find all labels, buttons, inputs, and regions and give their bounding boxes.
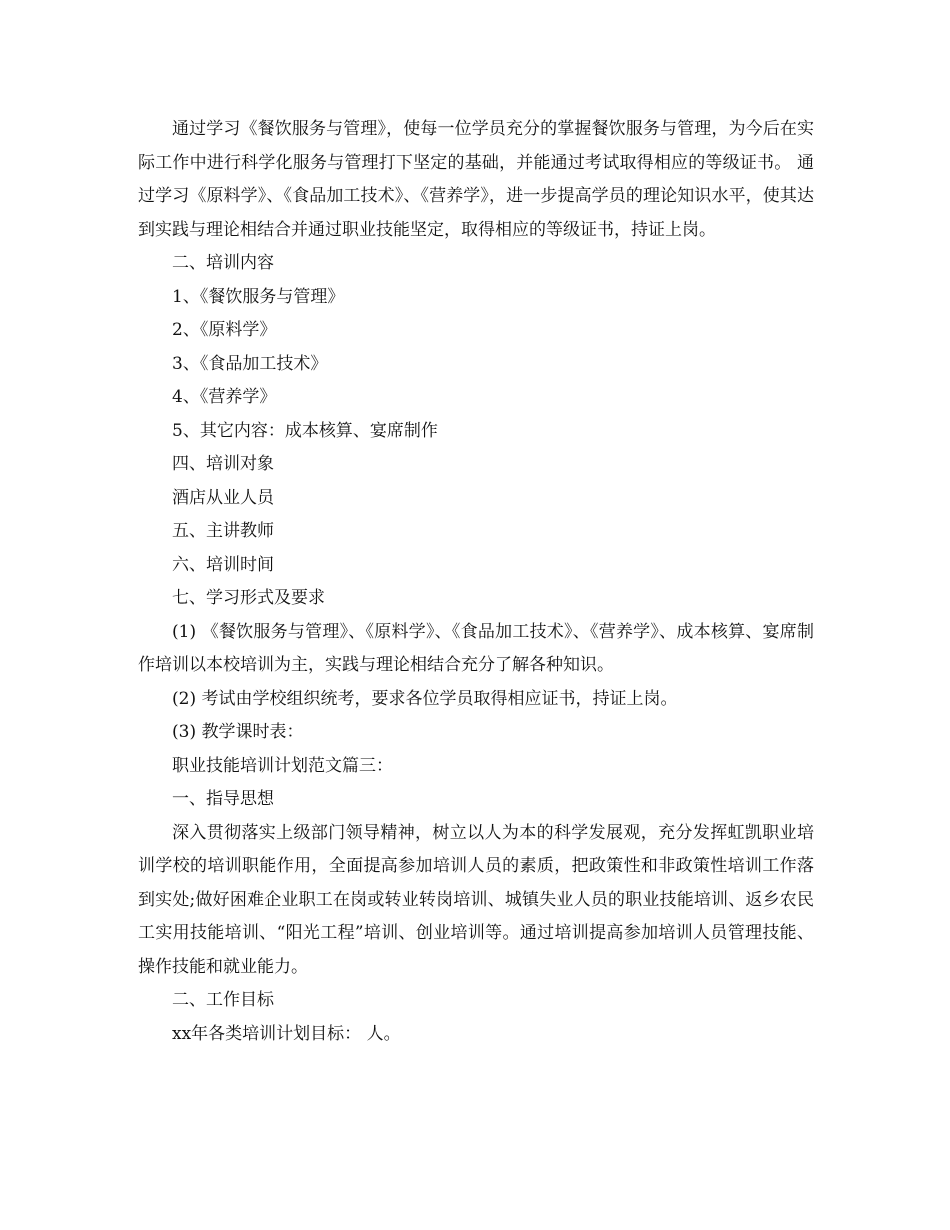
requirement-item: (3) 教学课时表： (172, 722, 304, 742)
requirement-item: (1) 《餐饮服务与管理》、《原料学》、《食品加工技术》、《营养学》、成本核算、宴席制作培训以本校培训为主，实践与理论相结合充分了解各种知识。 (138, 621, 814, 675)
section-heading-lecturer: 五、主讲教师 (172, 521, 274, 541)
section-heading-guiding-ideology: 一、指导思想 (172, 789, 274, 809)
intro-paragraph: 通过学习《餐饮服务与管理》，使每一位学员充分的掌握餐饮服务与管理，为今后在实际工作中进行科学化服务与管理打下坚定的基础，并能通过考试取得相应的等级证书。 通过学习《原料学》、《食品加工技术》、《营养学》，进一步提高学员的理论知识水平，使其达到实践与理论相结合并通过职业技能坚定，取得相应的等级证书，持证上岗。 (138, 119, 814, 240)
body-paragraph: 深入贯彻落实上级部门领导精神，树立以人为本的科学发展观，充分发挥虹凯职业培训学校的培训职能作用，全面提高参加培训人员的素质，把政策性和非政策性培训工作落到实处;做好困难企业职工在岗或转业转岗培训、城镇失业人员的职业技能培训、返乡农民工实用技能培训、“阳光工程”培训、创业培训等。通过培训提高参加培训人员管理技能、操作技能和就业能力。 (138, 822, 814, 977)
list-item: 2、《原料学》 (172, 320, 277, 340)
list-item: 3、《食品加工技术》 (172, 353, 328, 374)
list-item: 1、《餐饮服务与管理》 (172, 286, 345, 307)
section-heading-training-target: 四、培训对象 (172, 454, 274, 474)
list-item: 5、其它内容：成本核算、宴席制作 (172, 420, 438, 441)
article-title: 职业技能培训计划范文篇三： (172, 755, 393, 776)
requirement-item: (2) 考试由学校组织统考，要求各位学员取得相应证书，持证上岗。 (172, 688, 678, 709)
body-line: xx年各类培训计划目标： 人。 (172, 1023, 401, 1044)
list-item: 4、《营养学》 (172, 387, 277, 407)
document-body (138, 113, 814, 1051)
body-line: 酒店从业人员 (172, 487, 274, 508)
section-heading-work-goal: 二、工作目标 (172, 990, 274, 1010)
section-heading-training-content: 二、培训内容 (172, 253, 274, 273)
section-heading-study-form: 七、学习形式及要求 (172, 588, 325, 608)
section-heading-training-time: 六、培训时间 (172, 554, 274, 575)
